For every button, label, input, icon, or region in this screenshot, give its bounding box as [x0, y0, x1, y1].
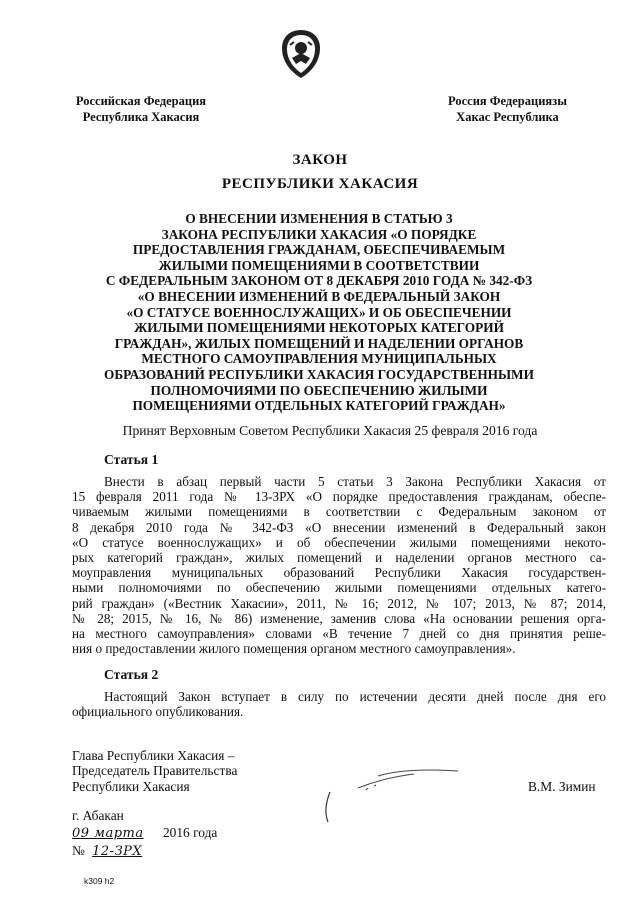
footer-code: k309 h2 [84, 876, 115, 886]
subject-line: ЗАКОНА РЕСПУБЛИКИ ХАКАСИЯ «О ПОРЯДКЕ [161, 226, 477, 242]
article-1-line: «О статусе военнослужащих» и об обеспечении жилыми помещениями некото- [72, 534, 606, 550]
header-left [56, 93, 226, 125]
article-1-line: Внести в абзац первый части 5 статьи 3 Закона Республики Хакасия от [104, 474, 606, 489]
subject-line: ПРЕДОСТАВЛЕНИЯ ГРАЖДАНАМ, ОБЕСПЕЧИВАЕМЫМ [132, 242, 506, 258]
subject-line: «О СТАТУСЕ ВОЕННОСЛУЖАЩИХ» И ОБ ОБЕСПЕЧЕНИИ [126, 304, 512, 320]
coat-of-arms-icon [276, 28, 326, 80]
signatory-name: В.М. Зимин [528, 779, 596, 794]
header-right [420, 93, 595, 125]
article-1-line: на местного самоуправления» словами «В течение 7 дней со дня принятия реше- [72, 626, 606, 642]
article-1-line: рых категорий граждан», жилых помещений и наделении органов местного са- [72, 550, 606, 566]
subject-line: О ВНЕСЕНИИ ИЗМЕНЕНИЯ В СТАТЬЮ 3 [185, 211, 453, 226]
law-issuer: РЕСПУБЛИКИ ХАКАСИЯ [221, 176, 419, 192]
subject-line: МЕСТНОГО САМОУПРАВЛЕНИЯ МУНИЦИПАЛЬНЫХ [141, 351, 497, 367]
city: г. Абакан [72, 808, 124, 823]
adoption-statement: Принят Верховным Советом Республики Хакасия 25 февраля 2016 года [122, 423, 538, 438]
place-and-date [72, 807, 217, 860]
number-prefix: № [72, 843, 85, 858]
subject-line: «О ВНЕСЕНИИ ИЗМЕНЕНИЙ В ФЕДЕРАЛЬНЫЙ ЗАКОН [137, 288, 501, 304]
year-suffix: 2016 года [162, 825, 218, 840]
header-left-line: Республика Хакасия [82, 110, 200, 124]
article-1-line: 8 декабря 2010 года № 342-ФЗ «О внесении изменений в Федеральный закон [72, 519, 606, 535]
subject-line: ПОЛНОМОЧИЯМИ ПО ОБЕСПЕЧЕНИЮ ЖИЛЫМИ [150, 382, 488, 398]
subject-line: ОБРАЗОВАНИЙ РЕСПУБЛИКИ ХАКАСИЯ ГОСУДАРСТВЕННЫМИ [104, 366, 534, 382]
handwritten-signature [318, 760, 468, 830]
law-subject [80, 211, 558, 414]
header-left-line: Российская Федерация [75, 94, 207, 108]
article-1-heading: Статья 1 [104, 452, 159, 467]
article-1-line: ния о предоставлении жилого помещения органом местного самоуправления». [72, 641, 516, 657]
article-1-line: чиваемым жилыми помещениями в соответствии с Федеральным законом от [72, 504, 606, 520]
article-1-line: ными полномочиями по обеспечению жилыми помещениями отдельных катего- [72, 580, 606, 596]
article-2-heading: Статья 2 [104, 667, 159, 682]
article-2-line: Настоящий Закон вступает в силу по истечении десяти дней после дня его [104, 689, 606, 704]
subject-line: ЖИЛЫМИ ПОМЕЩЕНИЯМИ В СООТВЕТСТВИИ [158, 257, 480, 273]
number-line [72, 842, 217, 860]
date-line [72, 824, 217, 842]
subject-line: ПОМЕЩЕНИЯМИ ОТДЕЛЬНЫХ КАТЕГОРИЙ ГРАЖДАН» [132, 398, 506, 414]
law-title: ЗАКОН [292, 152, 348, 168]
handwritten-number: 12-ЗРХ [92, 844, 143, 859]
article-1-text [72, 474, 606, 656]
article-1-line: моуправления муниципальных образований Республики Хакасия государствен- [72, 565, 606, 581]
article-1-line: 15 февраля 2011 года № 13-ЗРХ «О порядке предоставления гражданам, обеспе- [72, 489, 606, 505]
article-2-text [72, 689, 606, 719]
article-1-line: рий граждан» («Вестник Хакасии», 2011, № 16; 2012, № 107; 2013, № 87; 2014, [72, 595, 606, 611]
header-right-line: Россия Федерациязы [448, 94, 567, 108]
signatory-position-line: Председатель Правительства [72, 763, 238, 779]
signatory-position-line: Глава Республики Хакасия – [72, 748, 235, 763]
subject-line: С ФЕДЕРАЛЬНЫМ ЗАКОНОМ ОТ 8 ДЕКАБРЯ 2010 ГОДА № 342-ФЗ [105, 273, 533, 289]
subject-line: ЖИЛЫМИ ПОМЕЩЕНИЯМИ НЕКОТОРЫХ КАТЕГОРИЙ [134, 320, 504, 336]
handwritten-date: 09 марта [72, 826, 144, 841]
signatory-position-line: Республики Хакасия [72, 778, 190, 794]
article-2-line: официального опубликования. [72, 704, 244, 720]
signatory-position [72, 748, 237, 794]
article-1-line: № 28; 2015, № 16, № 86) изменение, заменив слова «На основании решения орга- [72, 610, 606, 626]
header-right-line: Хакас Республика [456, 110, 559, 124]
subject-line: ГРАЖДАН», ЖИЛЫХ ПОМЕЩЕНИЙ И НАДЕЛЕНИИ ОРГАНОВ [114, 335, 524, 351]
